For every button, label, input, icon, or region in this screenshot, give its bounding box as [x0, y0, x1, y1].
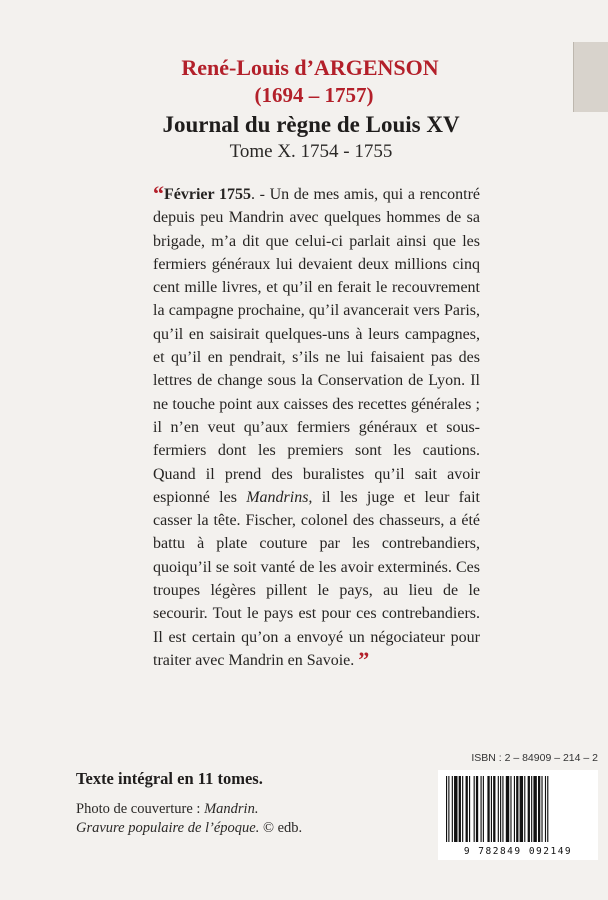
excerpt-text-part-2: il les juge et leur fait casser la tête. Fischer, colonel des chasseurs, a été battu à plate couture par les contrebandiers, quoiqu’il se soit vanté de les avoir exterminés. Ces troupes légères pillent le pays, au lieu de le secourir. Tout le pays est pour ces contrebandiers. Il est certain qu’on a envoyé un négociateur pour traiter avec Mandrin en Savoie. — [153, 488, 480, 669]
barcode-bar — [545, 776, 546, 842]
barcode-bar — [514, 776, 515, 842]
barcode-bar — [448, 776, 449, 842]
quoted-excerpt — [153, 183, 480, 672]
book-title: Journal du règne de Louis XV — [162, 112, 460, 137]
excerpt-italic-word: Mandrins, — [246, 488, 313, 506]
barcode-bar — [528, 776, 530, 842]
isbn-number: ISBN : 2 – 84909 – 214 – 2 — [471, 752, 598, 764]
footer-info — [76, 768, 406, 838]
barcode-bar — [459, 776, 461, 842]
barcode-bar — [469, 776, 470, 842]
barcode-bar — [491, 776, 492, 842]
barcode-bars — [444, 776, 592, 842]
cover-credit-title: Mandrin. — [204, 801, 259, 817]
excerpt-paragraph — [153, 183, 480, 672]
barcode-bar — [547, 776, 548, 842]
edition-note: Texte intégral en 11 tomes. — [76, 769, 263, 788]
barcode-bar — [483, 776, 484, 842]
barcode-bar — [502, 776, 503, 842]
barcode-bar — [538, 776, 540, 842]
barcode-bar — [498, 776, 499, 842]
barcode-bar — [446, 776, 447, 842]
barcode-bar — [541, 776, 542, 842]
cover-credit — [76, 800, 406, 838]
barcode-bar — [462, 776, 463, 842]
barcode-bar — [506, 776, 509, 842]
barcode-bar — [454, 776, 457, 842]
cover-credit-caption: Gravure populaire de l’époque. — [76, 820, 260, 836]
volume-info: Tome X. 1754 - 1755 — [229, 141, 393, 162]
barcode-bar — [476, 776, 478, 842]
barcode-bar — [474, 776, 475, 842]
barcode-bar — [520, 776, 523, 842]
barcode-bar — [487, 776, 489, 842]
isbn-block — [430, 752, 598, 860]
barcode-bar — [466, 776, 468, 842]
barcode-bar — [493, 776, 495, 842]
excerpt-date: Février 1755 — [164, 186, 251, 203]
barcode-digits: 9 782849 092149 — [463, 846, 573, 857]
open-quote-mark: “ — [153, 181, 164, 206]
excerpt-text-part-1: . - Un de mes amis, qui a rencontré depuis peu Mandrin avec quelques hommes de sa brigade, m’a dit que celui-ci parlait ainsi que les fermiers généraux lui devaient deux millions cinq cent mille livres, et qu’il en ferait le recouvrement la campagne prochaine, qu’il avancerait vers Paris, qu’il en saisirait quelques-uns à leurs campagnes, et qu’il en pendrait, s’ils ne lui faisaient pas des lettres de change sous la Conservation de Lyon. Il ne touche point aux caisses des recettes générales ; il n’en veut qu’aux fermiers généraux et sous-fermiers dont les premiers sont les cautions. Quand il prend des buralistes qu’il sait avoir espionné les — [153, 186, 480, 506]
barcode-bar — [500, 776, 501, 842]
barcode-bar — [533, 776, 536, 842]
close-quote-mark: ” — [358, 646, 370, 672]
barcode-bar — [510, 776, 511, 842]
barcode-bar — [524, 776, 525, 842]
barcode-bar — [531, 776, 532, 842]
copyright-notice: © edb. — [259, 820, 303, 836]
barcode-bar — [516, 776, 518, 842]
author-name: René-Louis d’ARGENSON — [181, 55, 439, 80]
author-dates: (1694 – 1757) — [254, 83, 374, 107]
barcode-bar — [481, 776, 482, 842]
book-header — [0, 54, 608, 164]
cover-credit-label: Photo de couverture : — [76, 801, 205, 817]
barcode-bar — [452, 776, 453, 842]
barcode — [438, 770, 598, 860]
